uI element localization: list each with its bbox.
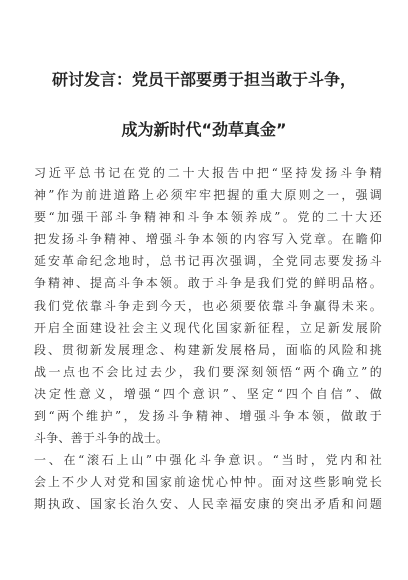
body-line: 延安革命纪念地时，总书记再次强调，全党同志要发扬斗 [34,254,382,269]
body-line: 开启全面建设社会主义现代化国家新征程，立足新发展阶 [34,320,382,335]
body-line: 习近平总书记在党的二十大报告中把“坚持发扬斗争精 [34,166,382,180]
body-line: 一、在“滚石上山”中强化斗争意识。“当时，党内和社 [34,453,382,468]
body-text [34,162,382,516]
body-line: 我们党依靠斗争走到今天，也必须要依靠斗争赢得未来。 [34,298,382,313]
body-line: 争精神、提高斗争本领。敢于斗争是我们党的鲜明品格。 [34,276,382,291]
body-line: 斗争、善于斗争的战士。 [34,431,169,446]
body-line: 期执政、国家长治久安、人民幸福安康的突出矛盾和问题 [34,497,382,512]
body-line: 会上不少人对党和国家前途忧心忡忡。面对这些影响党长 [34,475,382,490]
body-line: 段、贯彻新发展理念、构建新发展格局，面临的风险和挑 [34,342,382,357]
body-line: 把发扬斗争精神、增强斗争本领的内容写入党章。在瞻仰 [34,232,382,247]
body-line: 神”作为前进道路上必须牢牢把握的重大原则之一，强调 [34,188,382,203]
title-line-1: 研讨发言：党员干部要勇于担当敢于斗争， [51,70,356,89]
body-line: 到“两个维护”，发扬斗争精神、增强斗争本领，做敢于 [34,409,382,424]
title-line-2: 成为新时代“劲草真金” [121,120,287,139]
body-line: 战一点也不会比过去少，我们要深刻领悟“两个确立”的 [34,364,382,379]
body-line: 决定性意义，增强“四个意识”、坚定“四个自信”、做 [34,386,382,401]
body-line: 要“加强干部斗争精神和斗争本领养成”。党的二十大还 [34,210,382,225]
